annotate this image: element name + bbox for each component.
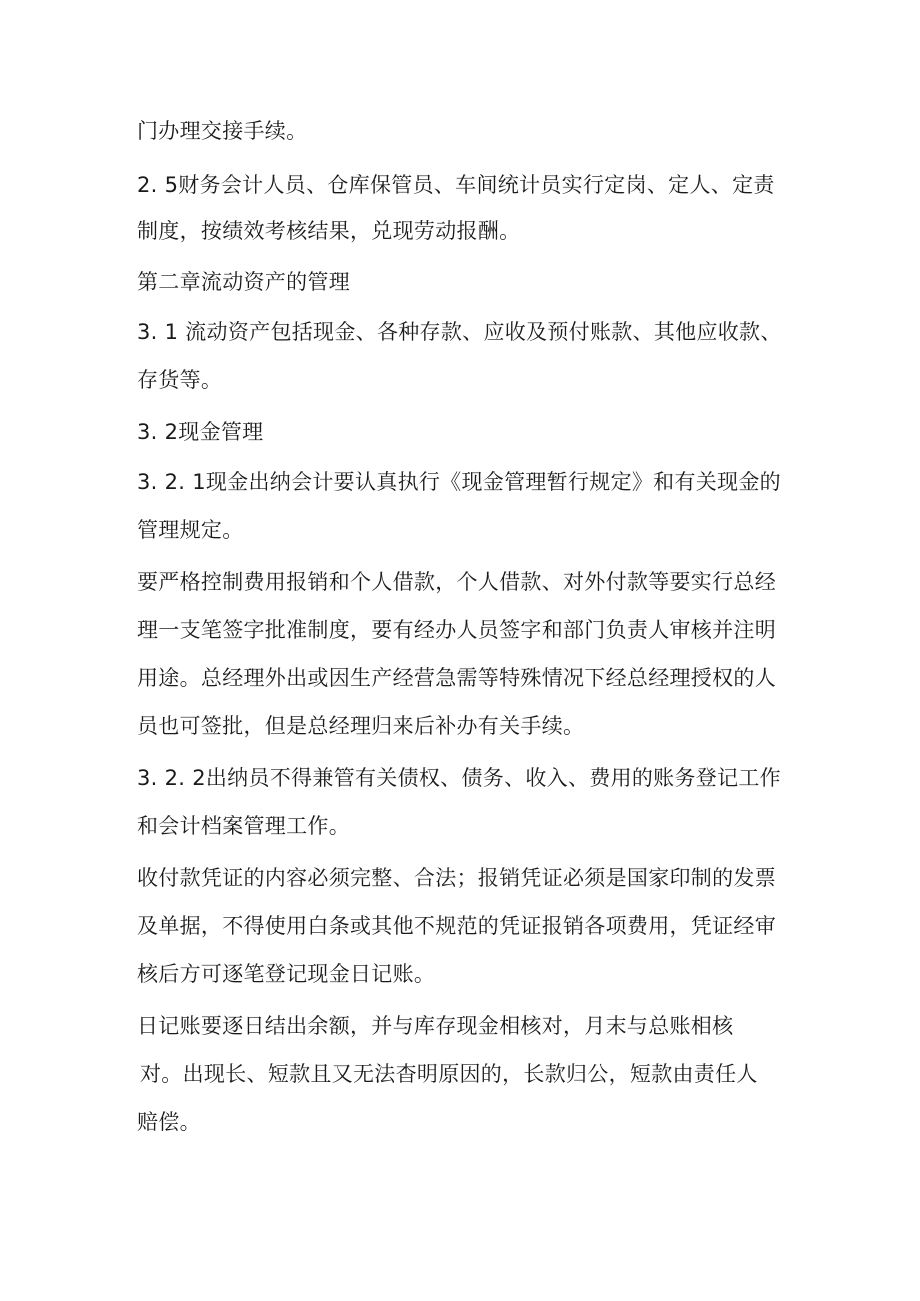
subsection-heading: 3. 2现金管理 (137, 420, 264, 444)
text-line: 收付款凭证的内容必须完整、合法；报销凭证必须是国家印制的发票 (137, 866, 776, 890)
text-line: 管理规定。 (137, 518, 244, 542)
text-line: 赔偿。 (137, 1110, 201, 1134)
text-line: 和会计档案管理工作。 (137, 814, 350, 838)
section-heading: 第二章流动资产的管理 (137, 270, 350, 294)
text-line: 日记账要逐日结出余额，并与库存现金相核对，月末与总账相核 (137, 1014, 734, 1038)
text-line: 3. 1 流动资产包括现金、各种存款、应收及预付账款、其他应收款、 (137, 320, 782, 344)
text-line: 对。出现长、短款且又无法杳明原因的，长款归公，短款由责任人 (140, 1062, 758, 1086)
text-line: 门办理交接手续。 (137, 119, 308, 143)
text-line: 理一支笔签字批准制度，要有经办人员签字和部门负责人审核并注明 (137, 618, 776, 642)
text-line: 2. 5财务会计人员、仓库保管员、车间统计员实行定岗、定人、定责 (137, 173, 775, 197)
text-line: 3. 2. 2出纳员不得兼管有关债权、债务、收入、费用的账务登记工作 (137, 766, 781, 790)
text-line: 制度，按绩效考核结果，兑现劳动报酬。 (137, 219, 521, 243)
text-line: 核后方可逐笔登记现金日记账。 (137, 962, 436, 986)
text-line: 及单据，不得使用白条或其他不规范的凭证报销各项费用，凭证经审 (137, 914, 776, 938)
text-line: 3. 2. 1现金出纳会计要认真执行《现金管理暂行规定》和有关现金的 (137, 470, 781, 494)
text-line: 存货等。 (137, 368, 223, 392)
text-line: 员也可签批，但是总经理归来后补办有关手续。 (137, 714, 585, 738)
text-line: 要严格控制费用报销和个人借款，个人借款、对外付款等要实行总经 (137, 570, 776, 594)
text-line: 用途。总经理外出或因生产经营急需等特殊情况下经总经理授权的人 (137, 666, 776, 690)
